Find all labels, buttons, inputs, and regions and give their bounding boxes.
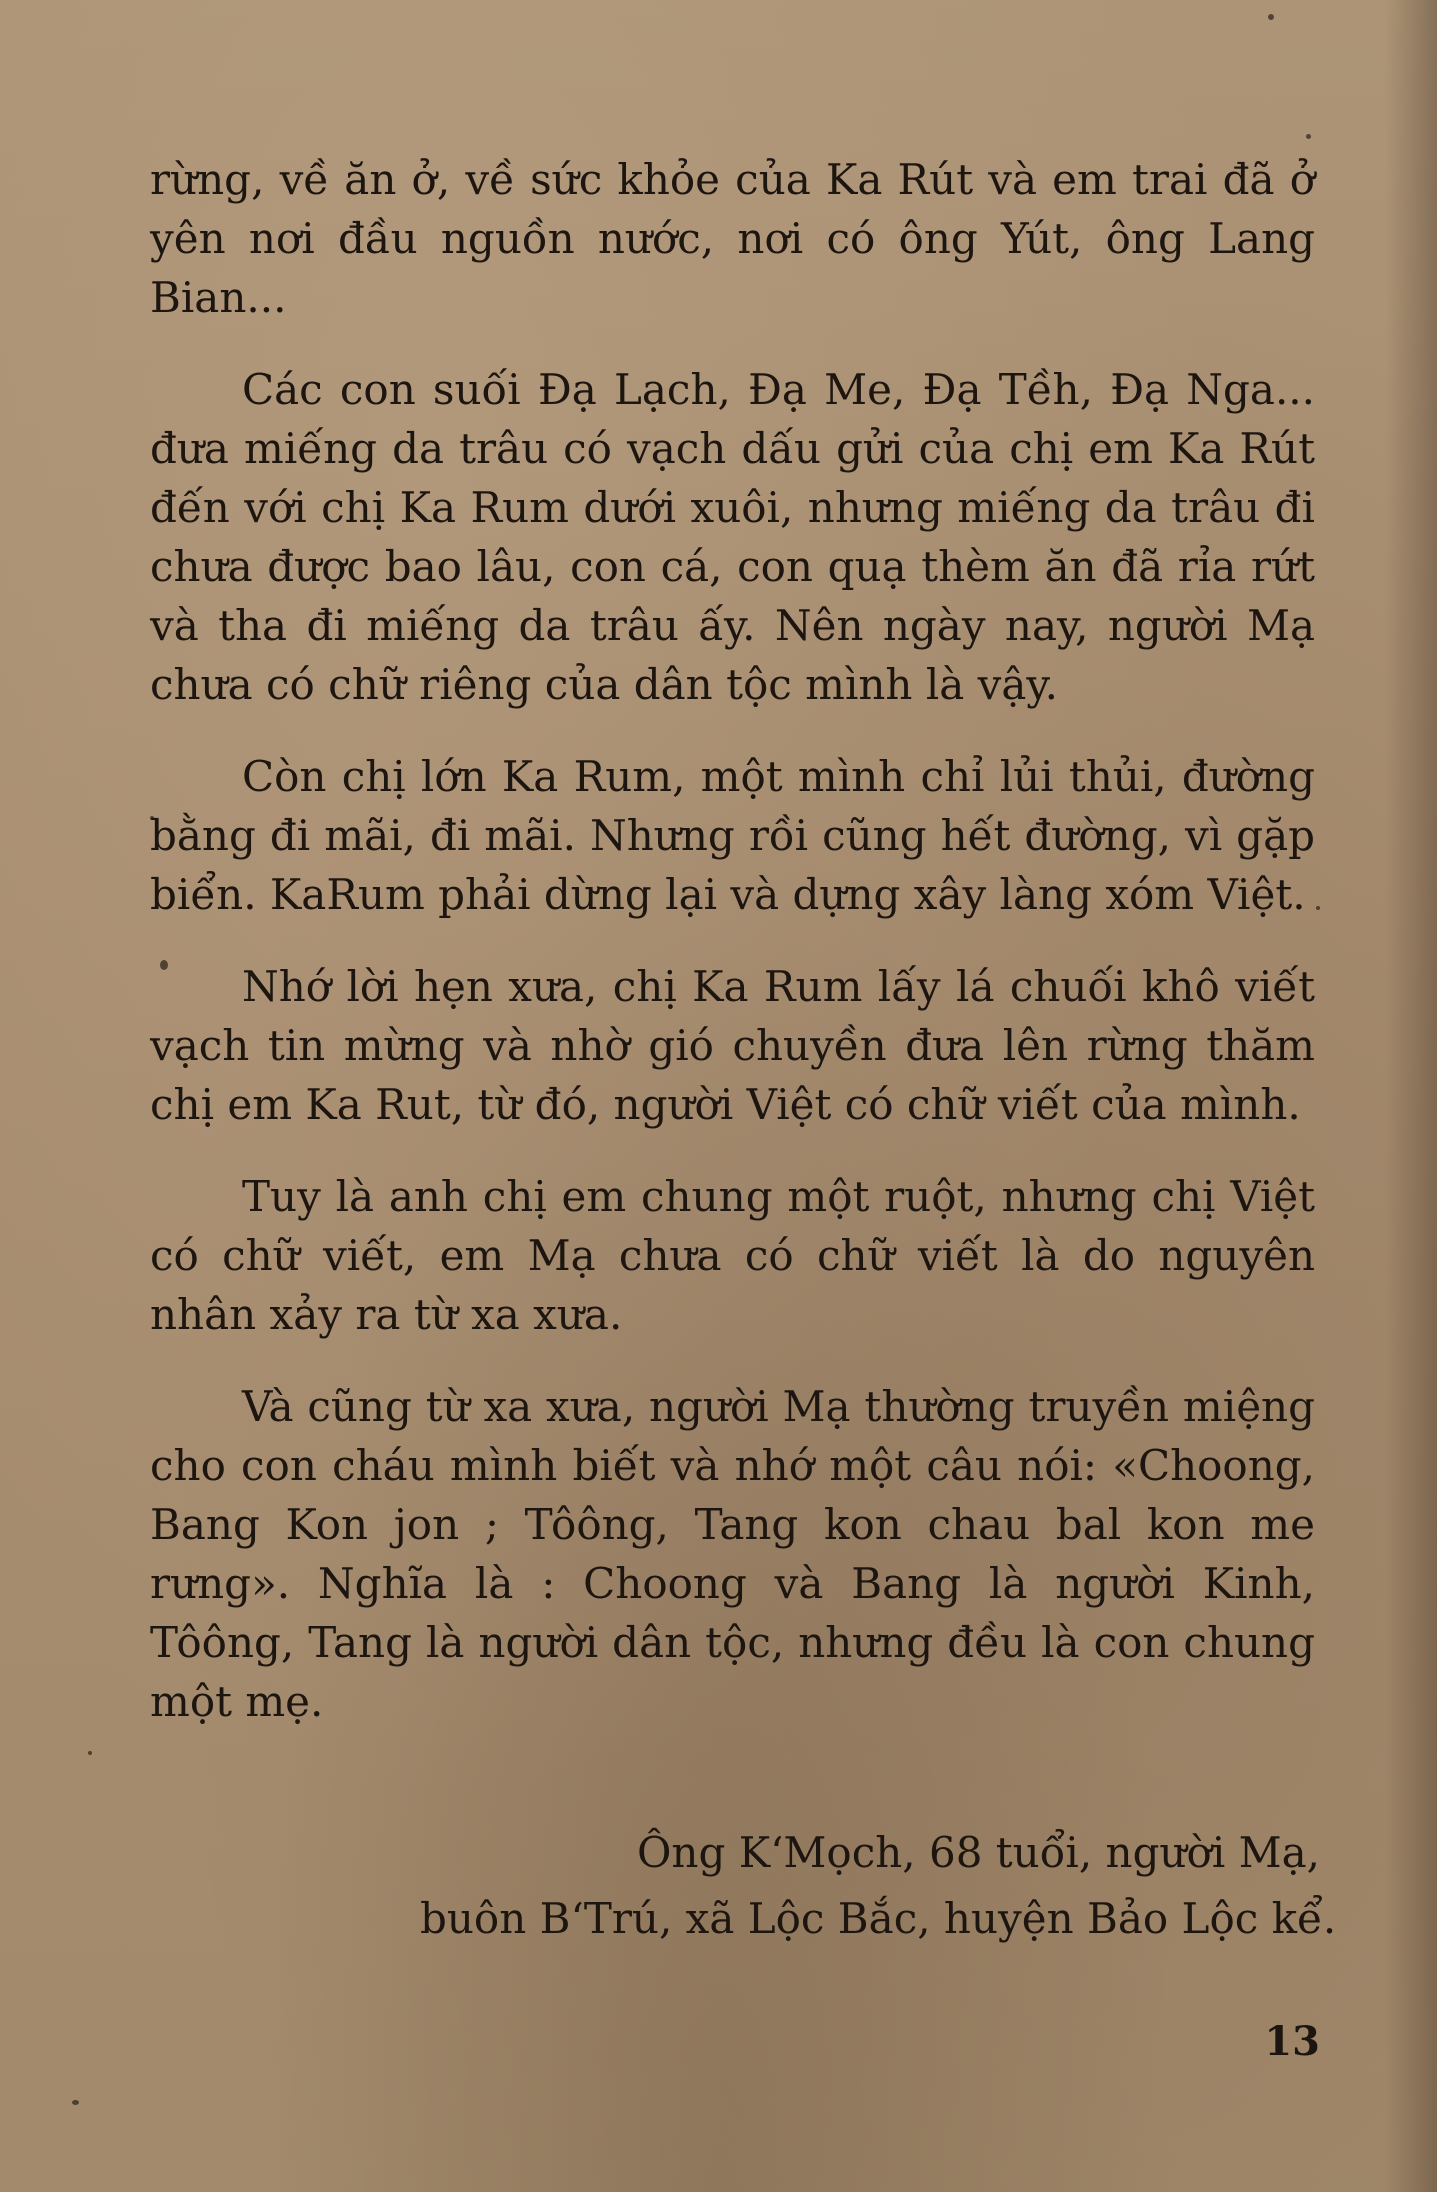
paper-speck bbox=[1316, 906, 1320, 910]
body-text bbox=[150, 150, 1315, 1731]
paper-speck bbox=[88, 1751, 92, 1755]
paper-speck bbox=[1306, 134, 1311, 139]
paragraph-siblings: Tuy là anh chị em chung một ruột, nhưng chị Việt có chữ viết, em Mạ chưa có chữ viết là do nguyên nhân xảy ra từ xa xưa. bbox=[150, 1172, 1315, 1339]
page-edge-shadow bbox=[1385, 0, 1437, 2192]
paragraph-streams: Các con suối Đạ Lạch, Đạ Me, Đạ Tềh, Đạ Nga... đưa miếng da trâu có vạch dấu gửi của chị em Ka Rút đến với chị Ka Rum dưới xuôi, nhưng miếng da trâu đi chưa được bao lâu, con cá, con quạ thèm ăn đã rỉa rứt và tha đi miếng da trâu ấy. Nên ngày nay, người Mạ chưa có chữ riêng của dân tộc mình là vậy. bbox=[150, 365, 1315, 709]
paper-speck bbox=[72, 2100, 79, 2105]
page-number: 13 bbox=[1264, 2018, 1320, 2065]
storyteller-attribution bbox=[420, 1820, 1337, 1952]
paragraph-old-promise: Nhớ lời hẹn xưa, chị Ka Rum lấy lá chuối khô viết vạch tin mừng và nhờ gió chuyền đưa lên rừng thăm chị em Ka Rut, từ đó, người Việt có chữ viết của mình. bbox=[150, 962, 1315, 1129]
attribution-name: Ông K‘Mọch, 68 tuổi, người Mạ, bbox=[636, 1828, 1320, 1877]
attribution-location: buôn B‘Trú, xã Lộc Bắc, huyện Bảo Lộc kể. bbox=[420, 1894, 1337, 1943]
paper-speck bbox=[1268, 14, 1274, 20]
paragraph-saying: Và cũng từ xa xưa, người Mạ thường truyền miệng cho con cháu mình biết và nhớ một câu nói: «Choong, Bang Kon jon ; Tôông, Tang kon chau bal kon me rưng». Nghĩa là : Choong và Bang là người Kinh, Tôông, Tang là người dân tộc, nhưng đều là con chung một mẹ. bbox=[150, 1382, 1315, 1726]
paragraph-ka-rum: Còn chị lớn Ka Rum, một mình chỉ lủi thủi, đường bằng đi mãi, đi mãi. Nhưng rồi cũng hết đường, vì gặp biển. KaRum phải dừng lại và dựng xây làng xóm Việt. bbox=[150, 752, 1315, 919]
paragraph-continued: rừng, về ăn ở, về sức khỏe của Ka Rút và em trai đã ở yên nơi đầu nguồn nước, nơi có ông Yút, ông Lang Bian... bbox=[150, 155, 1315, 322]
